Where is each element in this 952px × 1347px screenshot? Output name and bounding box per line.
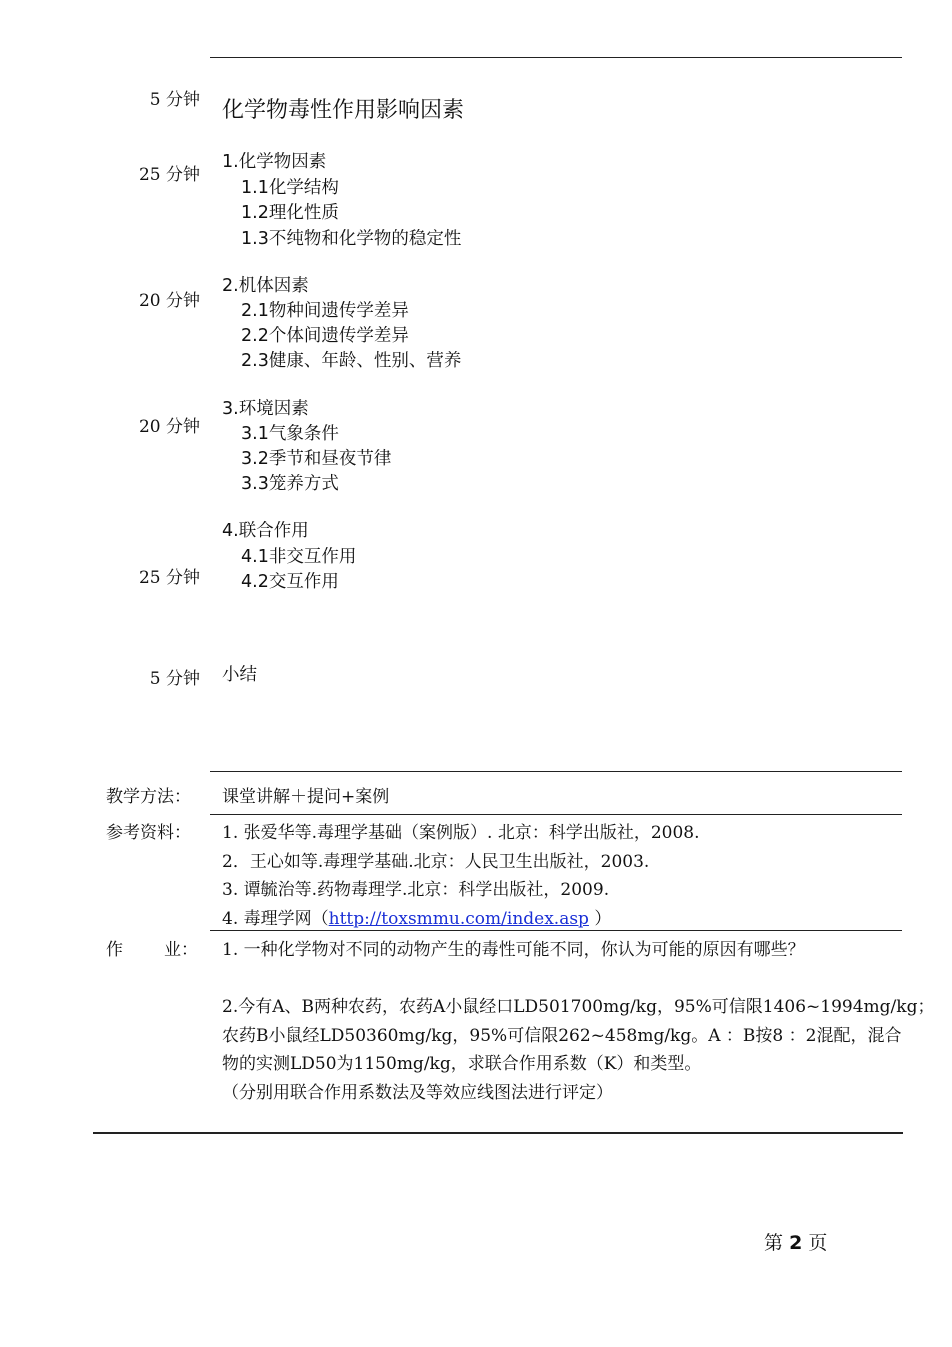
section-3-item-1: 3.1气象条件 xyxy=(241,424,339,444)
page-suffix: 页 xyxy=(808,1232,828,1254)
section-2-item-3: 2.3健康、年龄、性别、营养 xyxy=(241,351,462,371)
references-bottom-rule xyxy=(210,930,902,931)
reference-item-4-suffix: ） xyxy=(588,909,612,929)
bottom-rule xyxy=(93,1132,903,1134)
section-2-heading: 2.机体因素 xyxy=(222,276,309,296)
reference-item-2: 2．王心如等.毒理学基础.北京：人民卫生出版社，2003. xyxy=(222,852,650,872)
section-4-heading: 4.联合作用 xyxy=(222,521,309,541)
reference-item-3: 3. 谭毓治等.药物毒理学.北京：科学出版社，2009. xyxy=(222,880,610,900)
section-1-item-2: 1.2理化性质 xyxy=(241,203,339,223)
section-2-duration: 20 分钟 xyxy=(138,291,200,311)
section-4-duration: 25 分钟 xyxy=(138,568,200,588)
toxsmmu-link[interactable]: http://toxsmmu.com/index.asp xyxy=(328,909,589,929)
section-2-item-1: 2.1物种间遗传学差异 xyxy=(241,301,409,321)
references-label: 参考资料： xyxy=(106,823,191,843)
section-4-item-2: 4.2交互作用 xyxy=(241,572,339,592)
methods-top-rule xyxy=(210,771,902,772)
lesson-title: 化学物毒性作用影响因素 xyxy=(222,98,465,123)
section-1-item-1: 1.1化学结构 xyxy=(241,178,339,198)
top-rule xyxy=(210,57,902,58)
section-3-item-3: 3.3笼养方式 xyxy=(241,474,339,494)
homework-label-char-1: 作 xyxy=(106,940,123,960)
section-2-item-2: 2.2个体间遗传学差异 xyxy=(241,326,409,346)
section-3-item-2: 3.2季节和昼夜节律 xyxy=(241,449,392,469)
methods-text: 课堂讲解＋提问+案例 xyxy=(222,787,390,807)
section-4-item-1: 4.1非交互作用 xyxy=(241,547,357,567)
reference-item-4-prefix: 4. 毒理学网（ xyxy=(222,909,329,929)
section-1-item-3: 1.3不纯物和化学物的稳定性 xyxy=(241,229,462,249)
summary-heading: 小结 xyxy=(222,665,257,685)
homework-label-char-2: 业： xyxy=(164,940,198,960)
section-3-heading: 3.环境因素 xyxy=(222,399,309,419)
homework-question-2-line-4: （分别用联合作用系数法及等效应线图法进行评定） xyxy=(222,1083,613,1103)
reference-item-4 xyxy=(222,904,611,929)
page-number-footer xyxy=(764,1228,827,1255)
methods-label: 教学方法： xyxy=(106,787,191,807)
homework-question-2-line-1: 2.今有A、B两种农药，农药A小鼠经口LD501700mg/kg，95%可信限1406~1994mg/kg； xyxy=(222,997,935,1017)
page-number: 2 xyxy=(789,1232,803,1254)
homework-question-1: 1. 一种化学物对不同的动物产生的毒性可能不同，你认为可能的原因有哪些？ xyxy=(222,940,805,960)
page-prefix: 第 xyxy=(764,1232,784,1254)
section-3-duration: 20 分钟 xyxy=(138,417,200,437)
homework-question-2-line-2: 农药B小鼠经LD50360mg/kg，95%可信限262~458mg/kg。A ：B按8 ：2混配，混合 xyxy=(222,1026,902,1046)
homework-question-2-line-3: 物的实测LD50为1150mg/kg，求联合作用系数（K）和类型。 xyxy=(222,1054,702,1074)
methods-bottom-rule xyxy=(210,814,902,815)
summary-duration: 5 分钟 xyxy=(149,669,200,689)
title-duration: 5 分钟 xyxy=(149,90,200,110)
section-1-heading: 1.化学物因素 xyxy=(222,152,327,172)
section-1-duration: 25 分钟 xyxy=(138,165,200,185)
reference-item-1: 1. 张爱华等.毒理学基础（案例版）. 北京：科学出版社，2008. xyxy=(222,823,700,843)
